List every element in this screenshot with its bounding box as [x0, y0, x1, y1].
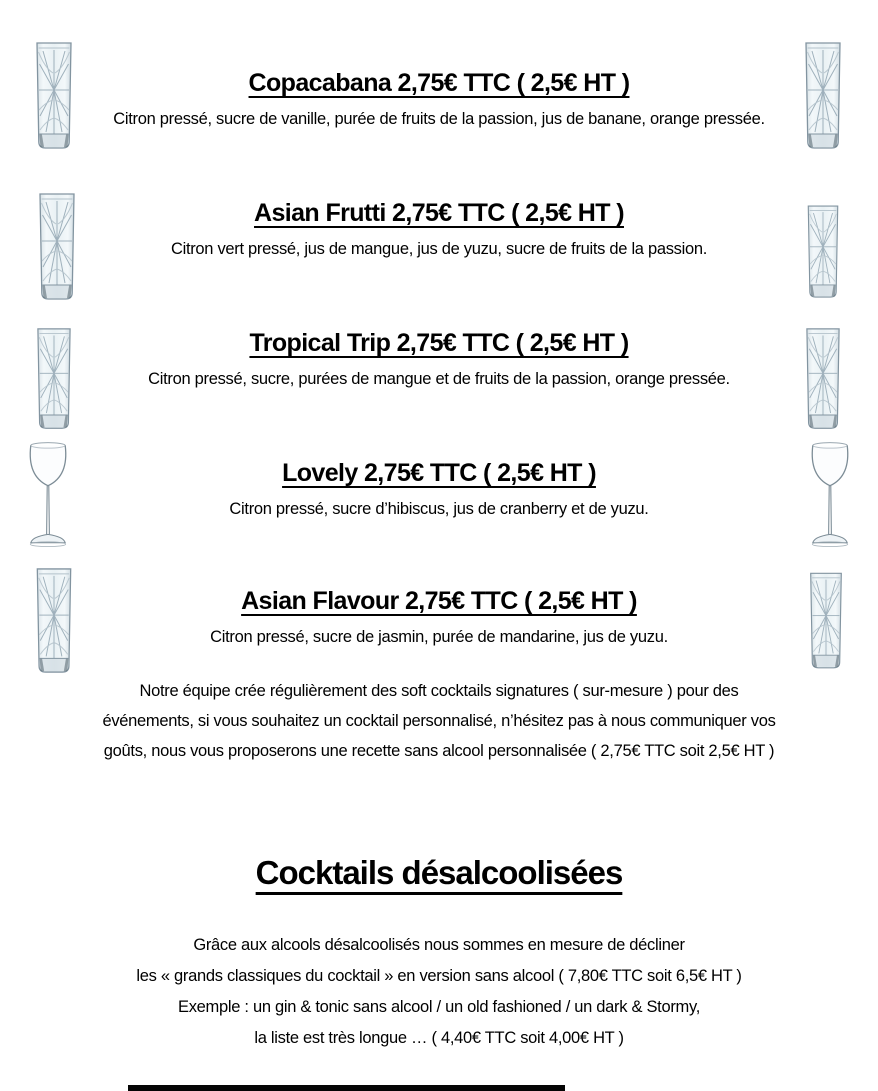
intro-note-line: goûts, nous vous proposerons une recette sans alcool personnalisée ( 2,75€ TTC soit 2,5€ HT ) — [103, 742, 775, 760]
menu-item — [0, 584, 878, 648]
menu-item-title: Asian Flavour 2,75€ TTC ( 2,5€ HT ) — [241, 587, 637, 615]
menu-item-description: Citron pressé, sucre, purées de mangue et de fruits de la passion, orange pressée. — [148, 370, 730, 388]
section-paragraph-line: Grâce aux alcools désalcoolisés nous sommes en mesure de décliner — [193, 936, 685, 954]
section-paragraph-line: la liste est très longue … ( 4,40€ TTC soit 4,00€ HT ) — [254, 1029, 624, 1047]
menu-item-description: Citron vert pressé, jus de mangue, jus de yuzu, sucre de fruits de la passion. — [170, 240, 708, 258]
intro-note-line: Notre équipe crée régulièrement des soft cocktails signatures ( sur-mesure ) pour des — [139, 682, 739, 700]
intro-note-line: événements, si vous souhaitez un cocktail personnalisé, n’hésitez pas à nous communiquer vos — [102, 712, 776, 730]
section-title — [0, 852, 878, 894]
menu-item-title: Copacabana 2,75€ TTC ( 2,5€ HT ) — [248, 69, 630, 97]
section-paragraph — [0, 930, 878, 1054]
menu-item-description: Citron pressé, sucre de jasmin, purée de mandarine, jus de yuzu. — [210, 628, 668, 646]
menu-item — [0, 66, 878, 130]
section-title-text: Cocktails désalcoolisées — [255, 854, 623, 891]
menu-item — [0, 456, 878, 520]
menu-item-title: Tropical Trip 2,75€ TTC ( 2,5€ HT ) — [249, 329, 629, 357]
intro-note-paragraph — [0, 676, 878, 766]
section-paragraph-line: les « grands classiques du cocktail » en version sans alcool ( 7,80€ TTC soit 6,5€ HT ) — [136, 967, 742, 985]
section-paragraph-line: Exemple : un gin & tonic sans alcool / un old fashioned / un dark & Stormy, — [178, 998, 700, 1016]
menu-item-title: Lovely 2,75€ TTC ( 2,5€ HT ) — [282, 459, 596, 487]
menu-item — [0, 196, 878, 260]
menu-item — [0, 326, 878, 390]
menu-item-description: Citron pressé, sucre d’hibiscus, jus de cranberry et de yuzu. — [229, 500, 649, 518]
menu-item-description: Citron pressé, sucre de vanille, purée de fruits de la passion, jus de banane, orange pressée. — [113, 110, 765, 128]
menu-item-title: Asian Frutti 2,75€ TTC ( 2,5€ HT ) — [254, 199, 624, 227]
clipped-heading-bar — [128, 1085, 565, 1091]
